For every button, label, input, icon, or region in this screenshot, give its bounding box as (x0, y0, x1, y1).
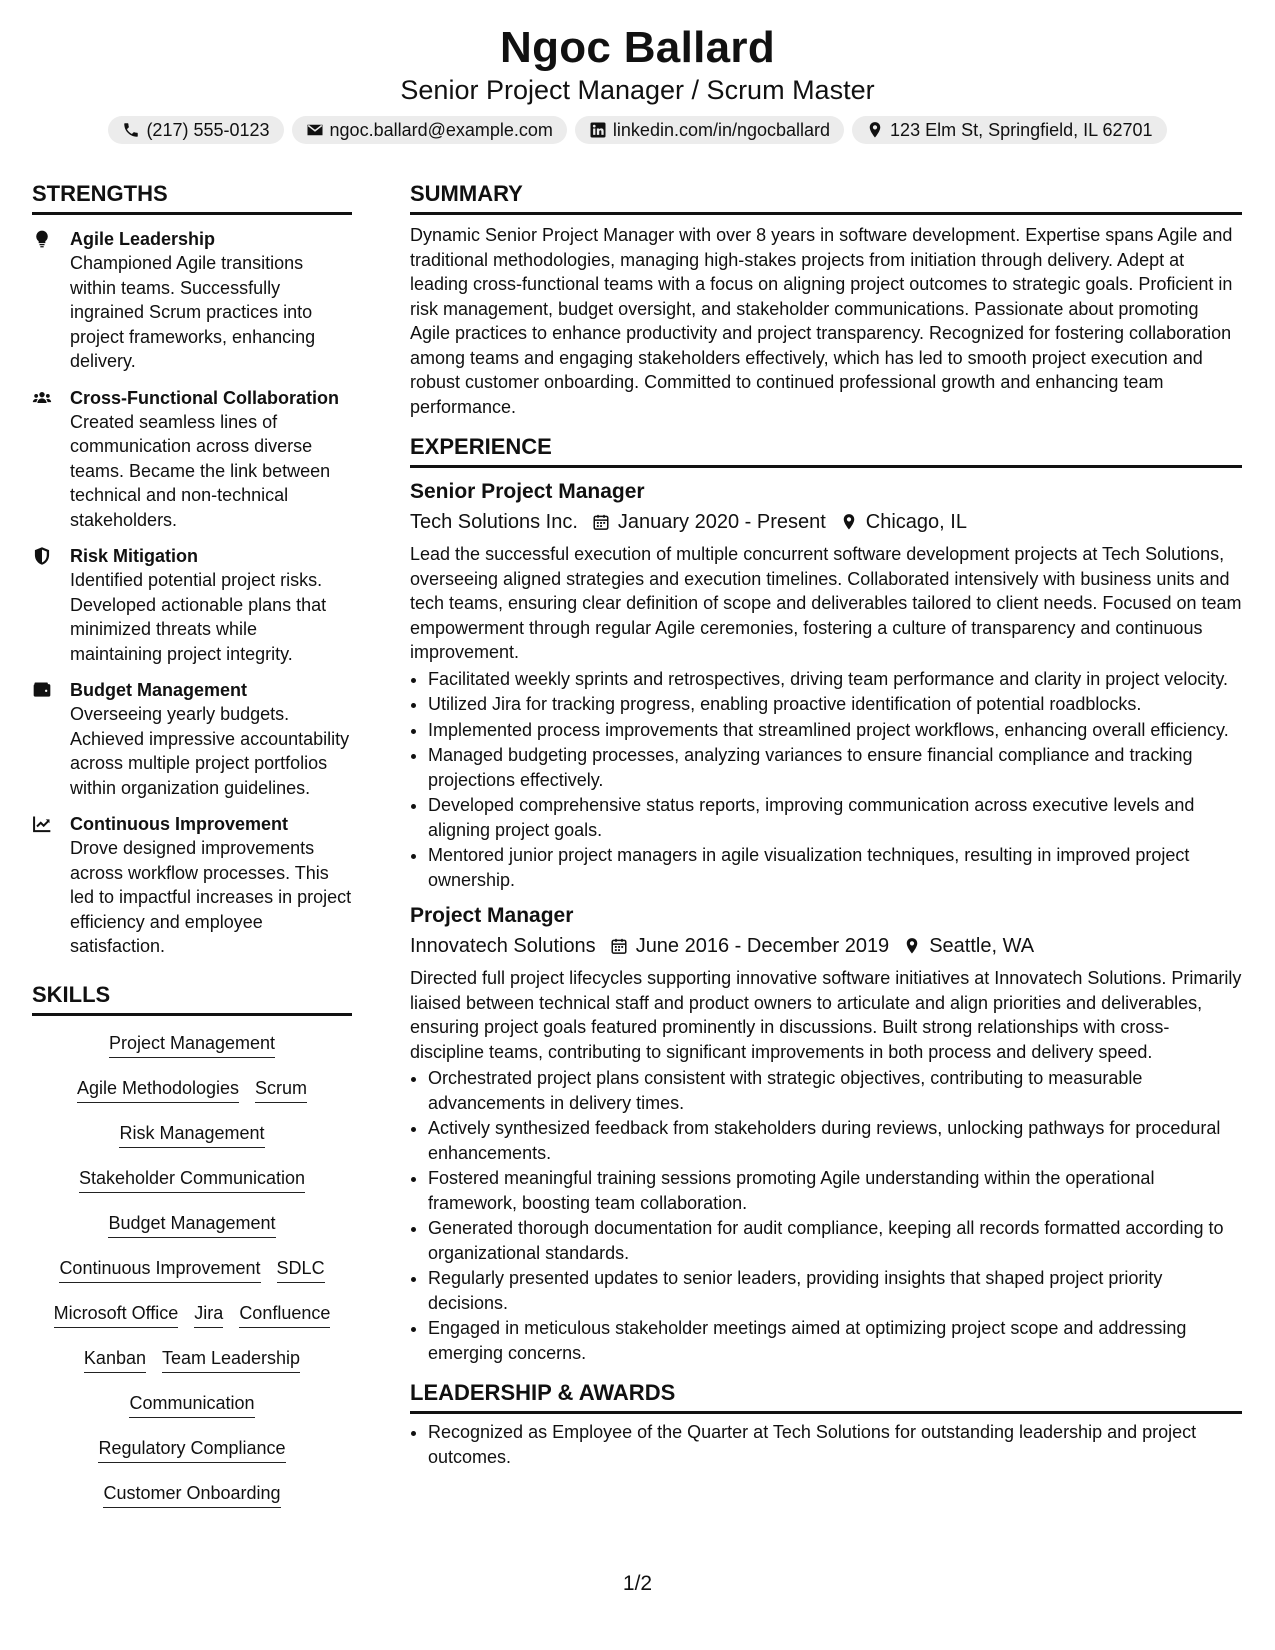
job-bullets (410, 667, 1242, 893)
job-bullet: • Mentored junior project managers in agile visualization techniques, resulting in improved project ownership. (428, 843, 1242, 892)
chart-line-icon (32, 814, 52, 834)
leadership-heading: LEADERSHIP & AWARDS (410, 1379, 1242, 1414)
strength-name: Cross-Functional Collaboration (70, 387, 340, 408)
left-column (32, 180, 352, 1517)
contact-email-text: ngoc.ballard@example.com (329, 120, 553, 140)
summary-heading: SUMMARY (410, 180, 1242, 215)
skill-row (32, 1472, 352, 1517)
strength-name: Risk Mitigation (70, 546, 199, 566)
skill-row (32, 1247, 352, 1292)
location-pin-icon (866, 121, 884, 139)
strength-name: Agile Leadership (70, 229, 216, 249)
skill-tag: Project Management (109, 1031, 275, 1058)
job-bullets (410, 1066, 1242, 1365)
location-pin-icon (903, 937, 921, 955)
contact-linkedin-text: linkedin.com/in/ngocballard (612, 120, 831, 140)
contact-phone[interactable] (108, 116, 283, 144)
skill-tag: Agile Methodologies (77, 1076, 239, 1103)
strength-item (32, 812, 352, 959)
skill-tag: Customer Onboarding (103, 1481, 280, 1508)
skill-tag: Risk Management (119, 1121, 264, 1148)
job-meta (410, 508, 1242, 536)
skill-row (32, 1382, 352, 1427)
strengths-heading: STRENGTHS (32, 180, 352, 215)
skill-tag: Continuous Improvement (59, 1256, 260, 1283)
job-bullet: • Facilitated weekly sprints and retrospectives, driving team performance and clarity in project velocity. (428, 667, 1242, 692)
strength-desc: Created seamless lines of communication across diverse teams. Became the link between technical and non-technical stakeholders. (70, 411, 331, 530)
resume-header (0, 20, 1275, 144)
job-bullet: • Implemented process improvements that streamlined project workflows, enhancing overall efficiency. (428, 718, 1242, 743)
experience-heading: EXPERIENCE (410, 433, 1242, 468)
skills-list (32, 1022, 352, 1517)
envelope-icon (306, 121, 324, 139)
contact-bar (0, 116, 1275, 144)
strength-desc: Drove designed improvements across workflow processes. This led to impactful increases in project efficiency and employee satisfaction. (70, 838, 352, 956)
lightbulb-icon (32, 229, 52, 249)
right-column (410, 180, 1242, 1470)
job-company: Innovatech Solutions (410, 935, 596, 957)
job-bullet: • Developed comprehensive status reports, improving communication across executive levels and aligning project goals. (428, 793, 1242, 842)
job-description: Lead the successful execution of multiple concurrent software development projects at Tech Solutions, overseeing aligned strategies and execution timelines. Collaborated intensively with business units and tech teams, ensuring clear definition of scope and deliverables tailored to client needs. Focused on team empowerment through regular Agile ceremonies, fostering a culture of transparency and continuous improvement. (410, 544, 1242, 662)
job-entry (410, 478, 1242, 892)
job-company: Tech Solutions Inc. (410, 511, 578, 533)
contact-phone-text: (217) 555-0123 (146, 120, 270, 140)
job-dates: June 2016 - December 2019 (635, 935, 890, 957)
job-bullet: • Engaged in meticulous stakeholder meetings aimed at optimizing project scope and addressing emerging concerns. (428, 1316, 1242, 1365)
strength-item (32, 678, 352, 800)
skill-tag: Confluence (239, 1301, 330, 1328)
strength-item (32, 544, 352, 666)
skill-tag: Kanban (84, 1346, 146, 1373)
phone-icon (122, 121, 140, 139)
job-location: Seattle, WA (929, 935, 1035, 957)
skill-row (32, 1022, 352, 1067)
job-location: Chicago, IL (865, 511, 967, 533)
summary-text: Dynamic Senior Project Manager with over 8 years in software development. Expertise spans Agile and traditional methodologies, managing high-stakes projects from initiation through delivery. Adept at leading cross-functional teams with a focus on aligning project outcomes to strategic goals. Proficient in risk management, budget oversight, and stakeholder communications. Passionate about promoting Agile practices to enhance productivity and project transparency. Recognized for fostering collaboration among teams and engaging stakeholders effectively, which has led to smooth project execution and robust customer onboarding. Committed to continued professional growth and enhancing team performance. (410, 225, 1233, 417)
job-bullet: • Managed budgeting processes, analyzing variances to ensure financial compliance and tracking projections effectively. (428, 743, 1242, 792)
job-bullet: • Utilized Jira for tracking progress, enabling proactive identification of potential roadblocks. (428, 692, 1242, 717)
job-entry (410, 902, 1242, 1365)
candidate-name: Ngoc Ballard (500, 23, 775, 72)
contact-address-text: 123 Elm St, Springfield, IL 62701 (890, 120, 1153, 140)
wallet-icon (32, 680, 52, 700)
contact-linkedin[interactable] (575, 116, 844, 144)
skill-tag: Jira (194, 1301, 223, 1328)
skill-tag: Microsoft Office (54, 1301, 179, 1328)
calendar-icon (610, 937, 628, 955)
skill-row (32, 1202, 352, 1247)
contact-email[interactable] (292, 116, 567, 144)
job-bullet: • Fostered meaningful training sessions promoting Agile understanding within the operational framework, boosting team collaboration. (428, 1166, 1242, 1215)
leadership-bullets (410, 1420, 1242, 1469)
job-bullet: • Generated thorough documentation for audit compliance, keeping all records formatted according to organizational standards. (428, 1216, 1242, 1265)
strength-item (32, 227, 352, 374)
skill-row (32, 1337, 352, 1382)
linkedin-icon (589, 121, 607, 139)
page-number: 1/2 (622, 1572, 653, 1595)
strength-item (32, 386, 352, 533)
skill-row (32, 1157, 352, 1202)
location-pin-icon (840, 513, 858, 531)
job-bullet: • Orchestrated project plans consistent with strategic objectives, contributing to measurable advancements in delivery times. (428, 1066, 1242, 1115)
skill-row (32, 1112, 352, 1157)
strength-desc: Overseeing yearly budgets. Achieved impressive accountability across multiple project portfolios within organization guidelines. (70, 704, 350, 798)
calendar-icon (592, 513, 610, 531)
skill-tag: Regulatory Compliance (98, 1436, 285, 1463)
strength-desc: Championed Agile transitions within teams. Successfully ingrained Scrum practices into project frameworks, enhancing delivery. (70, 253, 316, 371)
job-description: Directed full project lifecycles supporting innovative software initiatives at Innovatech Solutions. Primarily liaised between technical staff and product owners to articulate and align priorities and deliverables, ensuring project goals featured prominently in discussions. Built strong relationships with cross-discipline teams, contributing to significant improvements in both process and delivery speed. (410, 968, 1242, 1062)
strength-name: Budget Management (70, 680, 248, 700)
leadership-bullet: • Recognized as Employee of the Quarter at Tech Solutions for outstanding leadership and project outcomes. (428, 1420, 1242, 1469)
job-title: Project Manager (410, 904, 574, 927)
skill-tag: Team Leadership (162, 1346, 300, 1373)
skill-tag: Stakeholder Communication (79, 1166, 305, 1193)
skill-tag: SDLC (277, 1256, 325, 1283)
skill-row (32, 1292, 352, 1337)
job-meta (410, 932, 1242, 960)
strength-desc: Identified potential project risks. Developed actionable plans that minimized threats while maintaining project integrity. (70, 570, 327, 664)
skill-row (32, 1427, 352, 1472)
skill-tag: Communication (129, 1391, 254, 1418)
skill-tag: Budget Management (108, 1211, 275, 1238)
skill-tag: Scrum (255, 1076, 307, 1103)
job-bullet: • Regularly presented updates to senior leaders, providing insights that shaped project priority decisions. (428, 1266, 1242, 1315)
skills-heading: SKILLS (32, 981, 352, 1016)
contact-address[interactable] (852, 116, 1167, 144)
job-title: Senior Project Manager (410, 480, 645, 503)
job-dates: January 2020 - Present (617, 511, 826, 533)
strength-name: Continuous Improvement (70, 814, 289, 834)
skill-row (32, 1067, 352, 1112)
candidate-title: Senior Project Manager / Scrum Master (400, 75, 875, 105)
job-bullet: • Actively synthesized feedback from stakeholders during reviews, unlocking pathways for procedural enhancements. (428, 1116, 1242, 1165)
users-icon (32, 388, 52, 408)
shield-icon (32, 546, 52, 566)
